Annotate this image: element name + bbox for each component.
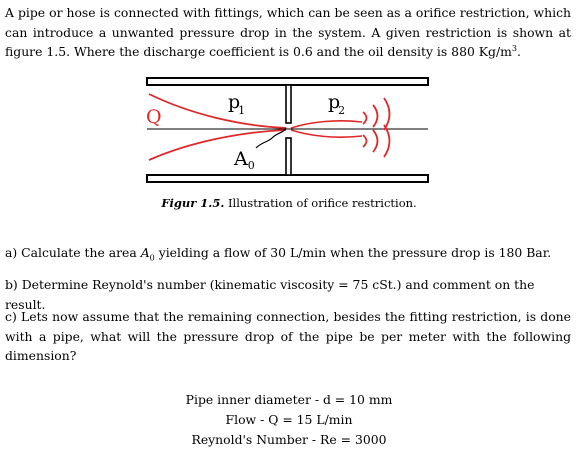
label-q: Q xyxy=(146,106,162,128)
intro-paragraph xyxy=(5,3,571,62)
intro-line-1: A pipe or hose is connected with fittings, which can be seen as a orifice restriction, which xyxy=(5,5,571,20)
turbulence-waves-lower xyxy=(363,125,390,157)
caption-label: Figur 1.5. xyxy=(161,196,225,210)
dimension-diameter: Pipe inner diameter - d = 10 mm xyxy=(185,392,393,407)
intro-line-3: figure 1.5. Where the discharge coefficient is 0.6 and the oil density is 880 $Kg/m^3$. xyxy=(5,43,521,59)
label-a0: $A_0$ xyxy=(234,148,255,172)
orifice-plate-top xyxy=(286,85,291,123)
question-b: b) Determine Reynold's number (kinematic viscosity = 75 cSt.) and comment on the result. xyxy=(5,277,535,312)
figure-caption xyxy=(0,196,578,210)
turbulence-waves-upper xyxy=(363,98,390,130)
question-a: a) Calculate the area $A_0$ yielding a flow of 30 L/min when the pressure drop is 180 Bar. xyxy=(5,245,552,263)
dimension-reynolds: Reynold's Number - Re = 3000 xyxy=(191,432,387,447)
flow-line-lower xyxy=(149,130,286,160)
label-p1: p1 xyxy=(228,91,246,117)
intro-line-2: can introduce a unwanted pressure drop in the system. A given restriction is shown at xyxy=(5,24,571,40)
caption-text: Illustration of orifice restriction. xyxy=(227,196,417,210)
outlet-stream-lower xyxy=(291,130,362,137)
flow-line-upper xyxy=(149,94,286,128)
outlet-stream-upper xyxy=(291,121,362,128)
label-p2: p2 xyxy=(328,91,346,117)
dimension-flow: Flow - Q = 15 L/min xyxy=(225,412,353,427)
pipe-bottom-wall xyxy=(147,175,428,182)
pipe-top-wall xyxy=(147,78,428,85)
orifice-figure xyxy=(140,72,436,190)
question-c: c) Lets now assume that the remaining connection, besides the fitting restriction, is done with a pipe, what will the pressure drop of the pipe be per meter with the following dimension? xyxy=(5,309,571,363)
dimension-list xyxy=(0,390,578,450)
orifice-plate-bottom xyxy=(286,138,291,175)
